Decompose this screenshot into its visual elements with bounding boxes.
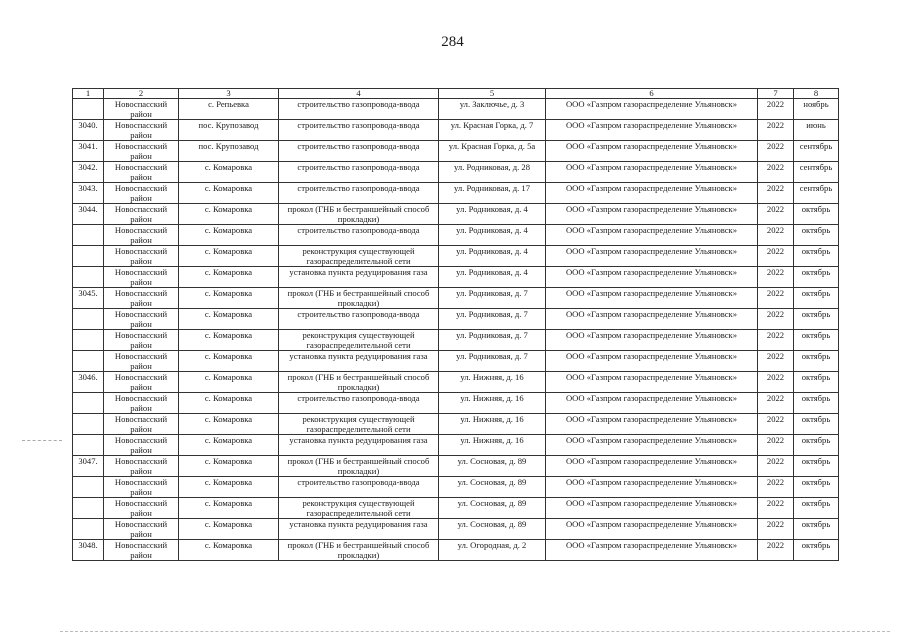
table-cell: прокол (ГНБ и бестраншейный способ прокладки) (279, 372, 439, 393)
table-cell: реконструкция существующей газораспределительной сети (279, 414, 439, 435)
table-cell: октябрь (794, 288, 839, 309)
table-cell: 2022 (758, 267, 794, 288)
table-cell: Новоспасский район (104, 204, 179, 225)
table-cell: строительство газопровода-ввода (279, 120, 439, 141)
header-cell: 1 (73, 89, 104, 99)
table-cell: с. Комаровка (179, 309, 279, 330)
table-cell: ООО «Газпром газораспределение Ульяновск» (546, 288, 758, 309)
table-cell: ООО «Газпром газораспределение Ульяновск» (546, 204, 758, 225)
scan-margin-mark (22, 440, 62, 441)
table-cell: ул. Родниковая, д. 4 (439, 204, 546, 225)
table-cell: прокол (ГНБ и бестраншейный способ прокладки) (279, 540, 439, 561)
table-row (73, 477, 839, 498)
table-cell: октябрь (794, 204, 839, 225)
table-cell: ООО «Газпром газораспределение Ульяновск» (546, 477, 758, 498)
table-cell: Новоспасский район (104, 351, 179, 372)
table-cell: с. Комаровка (179, 183, 279, 204)
table-row (73, 225, 839, 246)
table-cell: 2022 (758, 519, 794, 540)
table-cell: ООО «Газпром газораспределение Ульяновск» (546, 183, 758, 204)
table-cell: с. Комаровка (179, 330, 279, 351)
table-cell (73, 330, 104, 351)
table-cell: ООО «Газпром газораспределение Ульяновск» (546, 225, 758, 246)
table-cell: с. Репьевка (179, 99, 279, 120)
table-cell: с. Комаровка (179, 456, 279, 477)
header-cell: 3 (179, 89, 279, 99)
table-cell: с. Комаровка (179, 393, 279, 414)
table-cell: 3045. (73, 288, 104, 309)
table-cell: Новоспасский район (104, 372, 179, 393)
header-cell: 7 (758, 89, 794, 99)
table-cell: 2022 (758, 246, 794, 267)
table-cell: реконструкция существующей газораспределительной сети (279, 246, 439, 267)
table-cell: строительство газопровода-ввода (279, 183, 439, 204)
table-cell (73, 477, 104, 498)
table-row (73, 414, 839, 435)
table-cell: ул. Родниковая, д. 28 (439, 162, 546, 183)
table-cell: Новоспасский район (104, 246, 179, 267)
table-cell: Новоспасский район (104, 162, 179, 183)
table-row (73, 162, 839, 183)
table-cell: 3043. (73, 183, 104, 204)
table-cell: октябрь (794, 540, 839, 561)
table-cell: строительство газопровода-ввода (279, 477, 439, 498)
table-cell (73, 99, 104, 120)
table-cell (73, 393, 104, 414)
header-cell: 2 (104, 89, 179, 99)
table-cell: с. Комаровка (179, 267, 279, 288)
table-row (73, 267, 839, 288)
table-cell: с. Комаровка (179, 435, 279, 456)
table-cell: 3047. (73, 456, 104, 477)
table-row (73, 498, 839, 519)
table-cell: установка пункта редуцирования газа (279, 435, 439, 456)
table-row (73, 519, 839, 540)
table-cell: октябрь (794, 309, 839, 330)
table-cell: 2022 (758, 120, 794, 141)
table-row (73, 309, 839, 330)
table-cell: 2022 (758, 309, 794, 330)
table-row (73, 456, 839, 477)
table-cell: с. Комаровка (179, 351, 279, 372)
table-cell: 2022 (758, 477, 794, 498)
table-cell: Новоспасский район (104, 288, 179, 309)
table-row (73, 393, 839, 414)
table-cell: ООО «Газпром газораспределение Ульяновск» (546, 540, 758, 561)
table-cell: 3042. (73, 162, 104, 183)
table-cell: ул. Родниковая, д. 7 (439, 288, 546, 309)
table-cell: июнь (794, 120, 839, 141)
table-cell: 2022 (758, 435, 794, 456)
table-cell: ООО «Газпром газораспределение Ульяновск» (546, 414, 758, 435)
table-row (73, 99, 839, 120)
table-cell: ООО «Газпром газораспределение Ульяновск» (546, 246, 758, 267)
table-cell: строительство газопровода-ввода (279, 99, 439, 120)
table-cell: ул. Сосновая, д. 89 (439, 477, 546, 498)
table-cell: установка пункта редуцирования газа (279, 519, 439, 540)
table-cell: Новоспасский район (104, 393, 179, 414)
table-cell: ул. Сосновая, д. 89 (439, 498, 546, 519)
table-cell (73, 414, 104, 435)
table-cell: Новоспасский район (104, 99, 179, 120)
table-cell: ООО «Газпром газораспределение Ульяновск» (546, 309, 758, 330)
header-cell: 4 (279, 89, 439, 99)
table-row (73, 183, 839, 204)
table-row (73, 288, 839, 309)
table-cell: октябрь (794, 246, 839, 267)
table-cell (73, 246, 104, 267)
table-cell: 3048. (73, 540, 104, 561)
table-row (73, 540, 839, 561)
table-cell: 2022 (758, 204, 794, 225)
table-cell: ул. Родниковая, д. 4 (439, 225, 546, 246)
table-cell: ул. Красная Горка, д. 7 (439, 120, 546, 141)
table-cell: 2022 (758, 540, 794, 561)
table-cell: ул. Заключье, д. 3 (439, 99, 546, 120)
table-cell: ул. Родниковая, д. 7 (439, 330, 546, 351)
table-cell: 2022 (758, 498, 794, 519)
table-cell: с. Комаровка (179, 204, 279, 225)
table-cell: 3040. (73, 120, 104, 141)
table-cell: ООО «Газпром газораспределение Ульяновск» (546, 267, 758, 288)
table-row (73, 120, 839, 141)
table-cell: строительство газопровода-ввода (279, 393, 439, 414)
table-cell: строительство газопровода-ввода (279, 225, 439, 246)
table-cell: установка пункта редуцирования газа (279, 267, 439, 288)
table-row (73, 204, 839, 225)
table-cell: Новоспасский район (104, 540, 179, 561)
table-cell: ООО «Газпром газораспределение Ульяновск» (546, 519, 758, 540)
table-cell (73, 519, 104, 540)
table-cell (73, 498, 104, 519)
table-cell: 2022 (758, 225, 794, 246)
table-cell: строительство газопровода-ввода (279, 141, 439, 162)
table-cell: октябрь (794, 414, 839, 435)
table-cell: октябрь (794, 393, 839, 414)
table-cell: реконструкция существующей газораспределительной сети (279, 498, 439, 519)
table-cell: Новоспасский район (104, 414, 179, 435)
table-cell: ул. Родниковая, д. 4 (439, 246, 546, 267)
table-cell: Новоспасский район (104, 330, 179, 351)
scan-bottom-line (60, 631, 890, 632)
table-cell (73, 351, 104, 372)
table-cell: ООО «Газпром газораспределение Ульяновск» (546, 120, 758, 141)
table-cell: ул. Огородная, д. 2 (439, 540, 546, 561)
header-cell: 5 (439, 89, 546, 99)
table-cell: ООО «Газпром газораспределение Ульяновск» (546, 456, 758, 477)
table-cell: пос. Крупозавод (179, 141, 279, 162)
table-cell: ул. Родниковая, д. 7 (439, 309, 546, 330)
table-cell: с. Комаровка (179, 414, 279, 435)
table-cell: Новоспасский район (104, 435, 179, 456)
table-cell: Новоспасский район (104, 456, 179, 477)
table-row (73, 246, 839, 267)
table-cell: 2022 (758, 456, 794, 477)
table-cell: 2022 (758, 372, 794, 393)
table-cell: октябрь (794, 267, 839, 288)
table-cell (73, 225, 104, 246)
table-cell: ООО «Газпром газораспределение Ульяновск» (546, 141, 758, 162)
table-cell: ул. Родниковая, д. 7 (439, 351, 546, 372)
table-cell (73, 435, 104, 456)
table-cell: с. Комаровка (179, 477, 279, 498)
header-row (73, 89, 839, 99)
table-cell: Новоспасский район (104, 141, 179, 162)
header-cell: 8 (794, 89, 839, 99)
table-cell: 2022 (758, 183, 794, 204)
table-cell: Новоспасский район (104, 267, 179, 288)
table-cell: Новоспасский район (104, 498, 179, 519)
table-cell: октябрь (794, 477, 839, 498)
table-row (73, 372, 839, 393)
table-cell: ул. Нижняя, д. 16 (439, 435, 546, 456)
table-cell: 2022 (758, 330, 794, 351)
header-cell: 6 (546, 89, 758, 99)
table-cell: ул. Нижняя, д. 16 (439, 393, 546, 414)
table-row (73, 351, 839, 372)
table-cell: ООО «Газпром газораспределение Ульяновск» (546, 351, 758, 372)
table-cell: 3046. (73, 372, 104, 393)
table-cell: установка пункта редуцирования газа (279, 351, 439, 372)
table-cell: с. Комаровка (179, 498, 279, 519)
table-cell: Новоспасский район (104, 477, 179, 498)
table-cell (73, 267, 104, 288)
page-number: 284 (441, 34, 464, 50)
gasification-table (72, 88, 839, 561)
table-cell: Новоспасский район (104, 120, 179, 141)
table-cell: Новоспасский район (104, 309, 179, 330)
table-cell: с. Комаровка (179, 519, 279, 540)
table-cell: с. Комаровка (179, 246, 279, 267)
table-cell: ул. Родниковая, д. 4 (439, 267, 546, 288)
table-cell: 2022 (758, 393, 794, 414)
table-cell: реконструкция существующей газораспределительной сети (279, 330, 439, 351)
table-cell: ноябрь (794, 99, 839, 120)
table-cell: пос. Крупозавод (179, 120, 279, 141)
table-cell: ООО «Газпром газораспределение Ульяновск» (546, 498, 758, 519)
table-cell: 2022 (758, 99, 794, 120)
table-cell: 2022 (758, 351, 794, 372)
table-cell: ООО «Газпром газораспределение Ульяновск» (546, 435, 758, 456)
table-cell: ул. Нижняя, д. 16 (439, 414, 546, 435)
table-cell: ул. Сосновая, д. 89 (439, 456, 546, 477)
table-row (73, 141, 839, 162)
table-cell: с. Комаровка (179, 372, 279, 393)
table-cell: ул. Красная Горка, д. 5а (439, 141, 546, 162)
table-cell: строительство газопровода-ввода (279, 309, 439, 330)
table-cell: прокол (ГНБ и бестраншейный способ прокладки) (279, 288, 439, 309)
table-cell: с. Комаровка (179, 162, 279, 183)
table-row (73, 435, 839, 456)
table-cell: ООО «Газпром газораспределение Ульяновск» (546, 99, 758, 120)
table-cell: с. Комаровка (179, 540, 279, 561)
table-cell: прокол (ГНБ и бестраншейный способ прокладки) (279, 456, 439, 477)
table-cell: 3044. (73, 204, 104, 225)
table-cell: строительство газопровода-ввода (279, 162, 439, 183)
table-cell: с. Комаровка (179, 288, 279, 309)
table-cell: 2022 (758, 162, 794, 183)
table-cell: 2022 (758, 288, 794, 309)
table-cell: 2022 (758, 414, 794, 435)
table-cell: 2022 (758, 141, 794, 162)
table-cell: сентябрь (794, 183, 839, 204)
table-cell: ООО «Газпром газораспределение Ульяновск» (546, 330, 758, 351)
table-cell: ул. Нижняя, д. 16 (439, 372, 546, 393)
table-cell: прокол (ГНБ и бестраншейный способ прокладки) (279, 204, 439, 225)
table-cell: 3041. (73, 141, 104, 162)
table-row (73, 330, 839, 351)
table-cell: октябрь (794, 519, 839, 540)
table-cell: Новоспасский район (104, 225, 179, 246)
table-cell: октябрь (794, 225, 839, 246)
table-cell: ул. Родниковая, д. 17 (439, 183, 546, 204)
table-cell: октябрь (794, 498, 839, 519)
table-cell: сентябрь (794, 162, 839, 183)
table-cell: ООО «Газпром газораспределение Ульяновск» (546, 393, 758, 414)
table-cell: ООО «Газпром газораспределение Ульяновск» (546, 162, 758, 183)
table-cell: Новоспасский район (104, 519, 179, 540)
table-cell: октябрь (794, 351, 839, 372)
table-cell: октябрь (794, 330, 839, 351)
table-cell: ООО «Газпром газораспределение Ульяновск» (546, 372, 758, 393)
table-cell (73, 309, 104, 330)
table-cell: сентябрь (794, 141, 839, 162)
table-cell: с. Комаровка (179, 225, 279, 246)
table-cell: октябрь (794, 456, 839, 477)
table-cell: Новоспасский район (104, 183, 179, 204)
table-cell: октябрь (794, 372, 839, 393)
table-cell: октябрь (794, 435, 839, 456)
table-cell: ул. Сосновая, д. 89 (439, 519, 546, 540)
